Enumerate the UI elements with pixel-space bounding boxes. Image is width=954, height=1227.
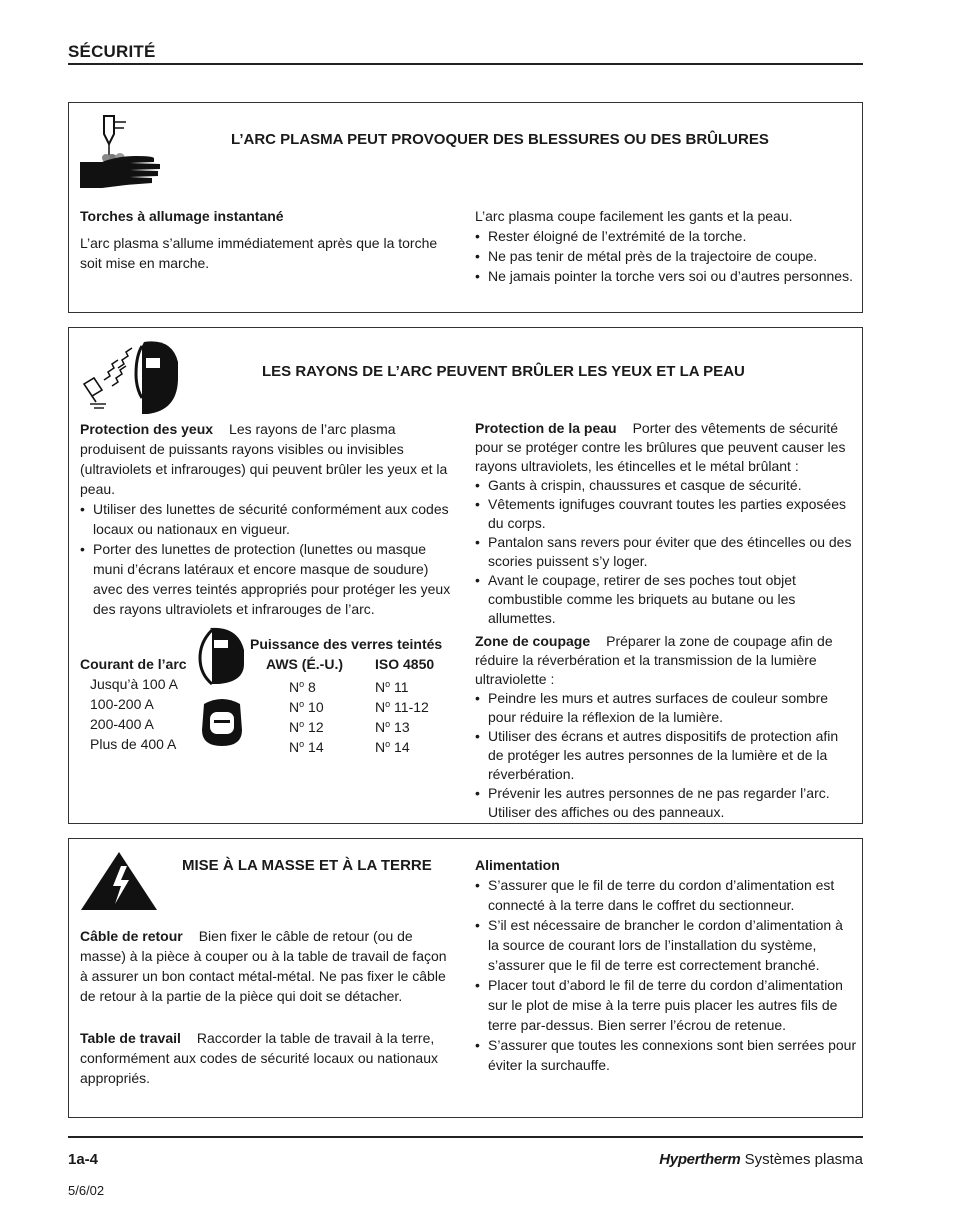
num-prefix: N (375, 679, 386, 695)
list-item: • Peindre les murs et autres surfaces de couleur sombre pour réduire la réflexion de la lumière. (475, 689, 857, 727)
product-name: Systèmes plasma (744, 1151, 863, 1168)
section3-right-col (475, 855, 857, 1075)
table-cell-aws: 10 (308, 699, 324, 715)
num-sup: o (385, 679, 391, 689)
table-cell-current: 100-200 A (90, 696, 154, 712)
table-cell-aws: 14 (308, 739, 324, 755)
return-cable-text: Bien fixer le câble de retour (ou de masse) à la pièce à couper ou à la table de travail de façon à assurer un bon contact métal-métal. Ne pas fixer le câble de retour à la partie de la pièce qui doit se détacher. (80, 928, 447, 1004)
num-sup: o (385, 739, 391, 749)
skin-protection-text: Porter des vêtements de sécurité pour se protéger contre les brûlures que peuvent causer les rayons ultraviolets, les étincelles et le métal brûlant : (475, 420, 846, 474)
section2-left-col (80, 419, 452, 619)
table-cell-iso: 14 (394, 739, 410, 755)
list-item: • Utiliser des lunettes de sécurité conformément aux codes locaux ou nationaux en vigueur. (80, 499, 452, 539)
page-number: 1a-4 (68, 1151, 99, 1168)
power-title: Alimentation (475, 857, 560, 873)
list-item: • Ne pas tenir de métal près de la trajectoire de coupe. (475, 246, 853, 266)
num-prefix: N (289, 699, 300, 715)
page-title: SÉCURITÉ (68, 42, 156, 61)
section3-heading: MISE À LA MASSE ET À LA TERRE (182, 857, 432, 874)
num-sup: o (385, 719, 391, 729)
list-item: • Utiliser des écrans et autres dispositifs de protection afin de protéger les autres personnes de la lumière et de la réverbération. (475, 727, 857, 784)
list-item: • Gants à crispin, chaussures et casque de sécurité. (475, 476, 857, 495)
num-prefix: N (289, 739, 300, 755)
section2-right-col (475, 419, 857, 822)
current-header: Courant de l’arc (80, 656, 187, 672)
table-cell-iso: 13 (394, 719, 410, 735)
aws-header: AWS (É.-U.) (266, 656, 343, 672)
shade-group-header: Puissance des verres teintés (250, 636, 443, 652)
cutting-zone-text: Préparer la zone de coupage afin de réduire la réverbération et la transmission de la lumière ultraviolette : (475, 633, 833, 687)
list-item: • S’il est nécessaire de brancher le cordon d’alimentation à la source de courant lors de l’installation du système, s’assurer que le fil de terre est correctement branché. (475, 915, 857, 975)
work-table-title: Table de travail (80, 1030, 181, 1046)
table-cell-iso: 11 (394, 679, 409, 695)
section1-left-col (80, 206, 460, 273)
cutting-zone-title: Zone de coupage (475, 633, 591, 649)
table-cell-aws: 12 (308, 719, 324, 735)
hand-torch-icon (78, 112, 164, 198)
section3-left-col (80, 926, 456, 1088)
brand-footer (659, 1151, 863, 1168)
return-cable-title: Câble de retour (80, 928, 183, 944)
table-cell-current: 200-400 A (90, 716, 154, 732)
eye-protection-text: Les rayons de l’arc plasma produisent de puissants rayons visibles ou invisibles (ultraviolets et infrarouges) qui peuvent brûler les yeux et la peau. (80, 421, 448, 497)
num-sup: o (299, 739, 305, 749)
work-table-text: Raccorder la table de travail à la terre, conformément aux codes de sécurité locaux ou nationaux appropriés. (80, 1030, 438, 1086)
welder-rays-icon (78, 338, 184, 418)
header-rule (68, 63, 863, 65)
list-item: • Placer tout d’abord le fil de terre du cordon d’alimentation sur le plot de mise à la terre puis placer les autres fils de terre par-dessus. Bien serrer l’écrou de retenue. (475, 975, 857, 1035)
electric-shock-icon (79, 850, 159, 912)
section1-heading: L’ARC PLASMA PEUT PROVOQUER DES BLESSURES OU DES BRÛLURES (231, 131, 769, 148)
list-item: • Avant le coupage, retirer de ses poches tout objet combustible comme les briquets au butane ou les allumettes. (475, 571, 857, 628)
eye-protection-title: Protection des yeux (80, 421, 214, 437)
num-prefix: N (375, 699, 386, 715)
num-sup: o (299, 699, 305, 709)
num-prefix: N (289, 679, 300, 695)
shade-table (80, 634, 460, 754)
face-shield-icon (196, 626, 248, 750)
num-sup: o (299, 679, 305, 689)
list-item: • Prévenir les autres personnes de ne pas regarder l’arc. Utiliser des affiches ou des panneaux. (475, 784, 857, 822)
skin-protection-title: Protection de la peau (475, 420, 617, 436)
num-sup: o (385, 699, 391, 709)
num-prefix: N (289, 719, 300, 735)
instant-ignition-text: L’arc plasma s’allume immédiatement après que la torche soit mise en marche. (80, 235, 438, 271)
footer-rule (68, 1136, 863, 1138)
list-item: • S’assurer que le fil de terre du cordon d’alimentation est connecté à la terre dans le coffret du sectionneur. (475, 875, 857, 915)
date-stamp: 5/6/02 (68, 1183, 105, 1198)
section1-right-col (475, 206, 853, 286)
list-item: • Porter des lunettes de protection (lunettes ou masque muni d’écrans latéraux et encore masque de soudure) avec des verres teintés appropriés pour protéger les yeux des rayons ultraviolets et infrarouges de l’arc. (80, 539, 452, 619)
num-prefix: N (375, 719, 386, 735)
list-item: • S’assurer que toutes les connexions sont bien serrées pour éviter la surchauffe. (475, 1035, 857, 1075)
instant-ignition-title: Torches à allumage instantané (80, 208, 284, 224)
num-prefix: N (375, 739, 386, 755)
plasma-cuts-intro: L’arc plasma coupe facilement les gants et la peau. (475, 208, 793, 224)
iso-header: ISO 4850 (375, 656, 435, 672)
list-item: • Rester éloigné de l’extrémité de la torche. (475, 226, 853, 246)
table-cell-iso: 11-12 (394, 699, 429, 715)
table-cell-aws: 8 (308, 679, 316, 695)
num-sup: o (299, 719, 305, 729)
brand-name: Hypertherm (659, 1151, 741, 1168)
list-item: • Ne jamais pointer la torche vers soi ou d’autres personnes. (475, 266, 853, 286)
section2-heading: LES RAYONS DE L’ARC PEUVENT BRÛLER LES YEUX ET LA PEAU (262, 363, 745, 380)
list-item: • Vêtements ignifuges couvrant toutes les parties exposées du corps. (475, 495, 857, 533)
table-cell-current: Jusqu’à 100 A (90, 676, 178, 692)
list-item: • Pantalon sans revers pour éviter que des étincelles ou des scories puissent s’y loger. (475, 533, 857, 571)
table-cell-current: Plus de 400 A (90, 736, 177, 752)
